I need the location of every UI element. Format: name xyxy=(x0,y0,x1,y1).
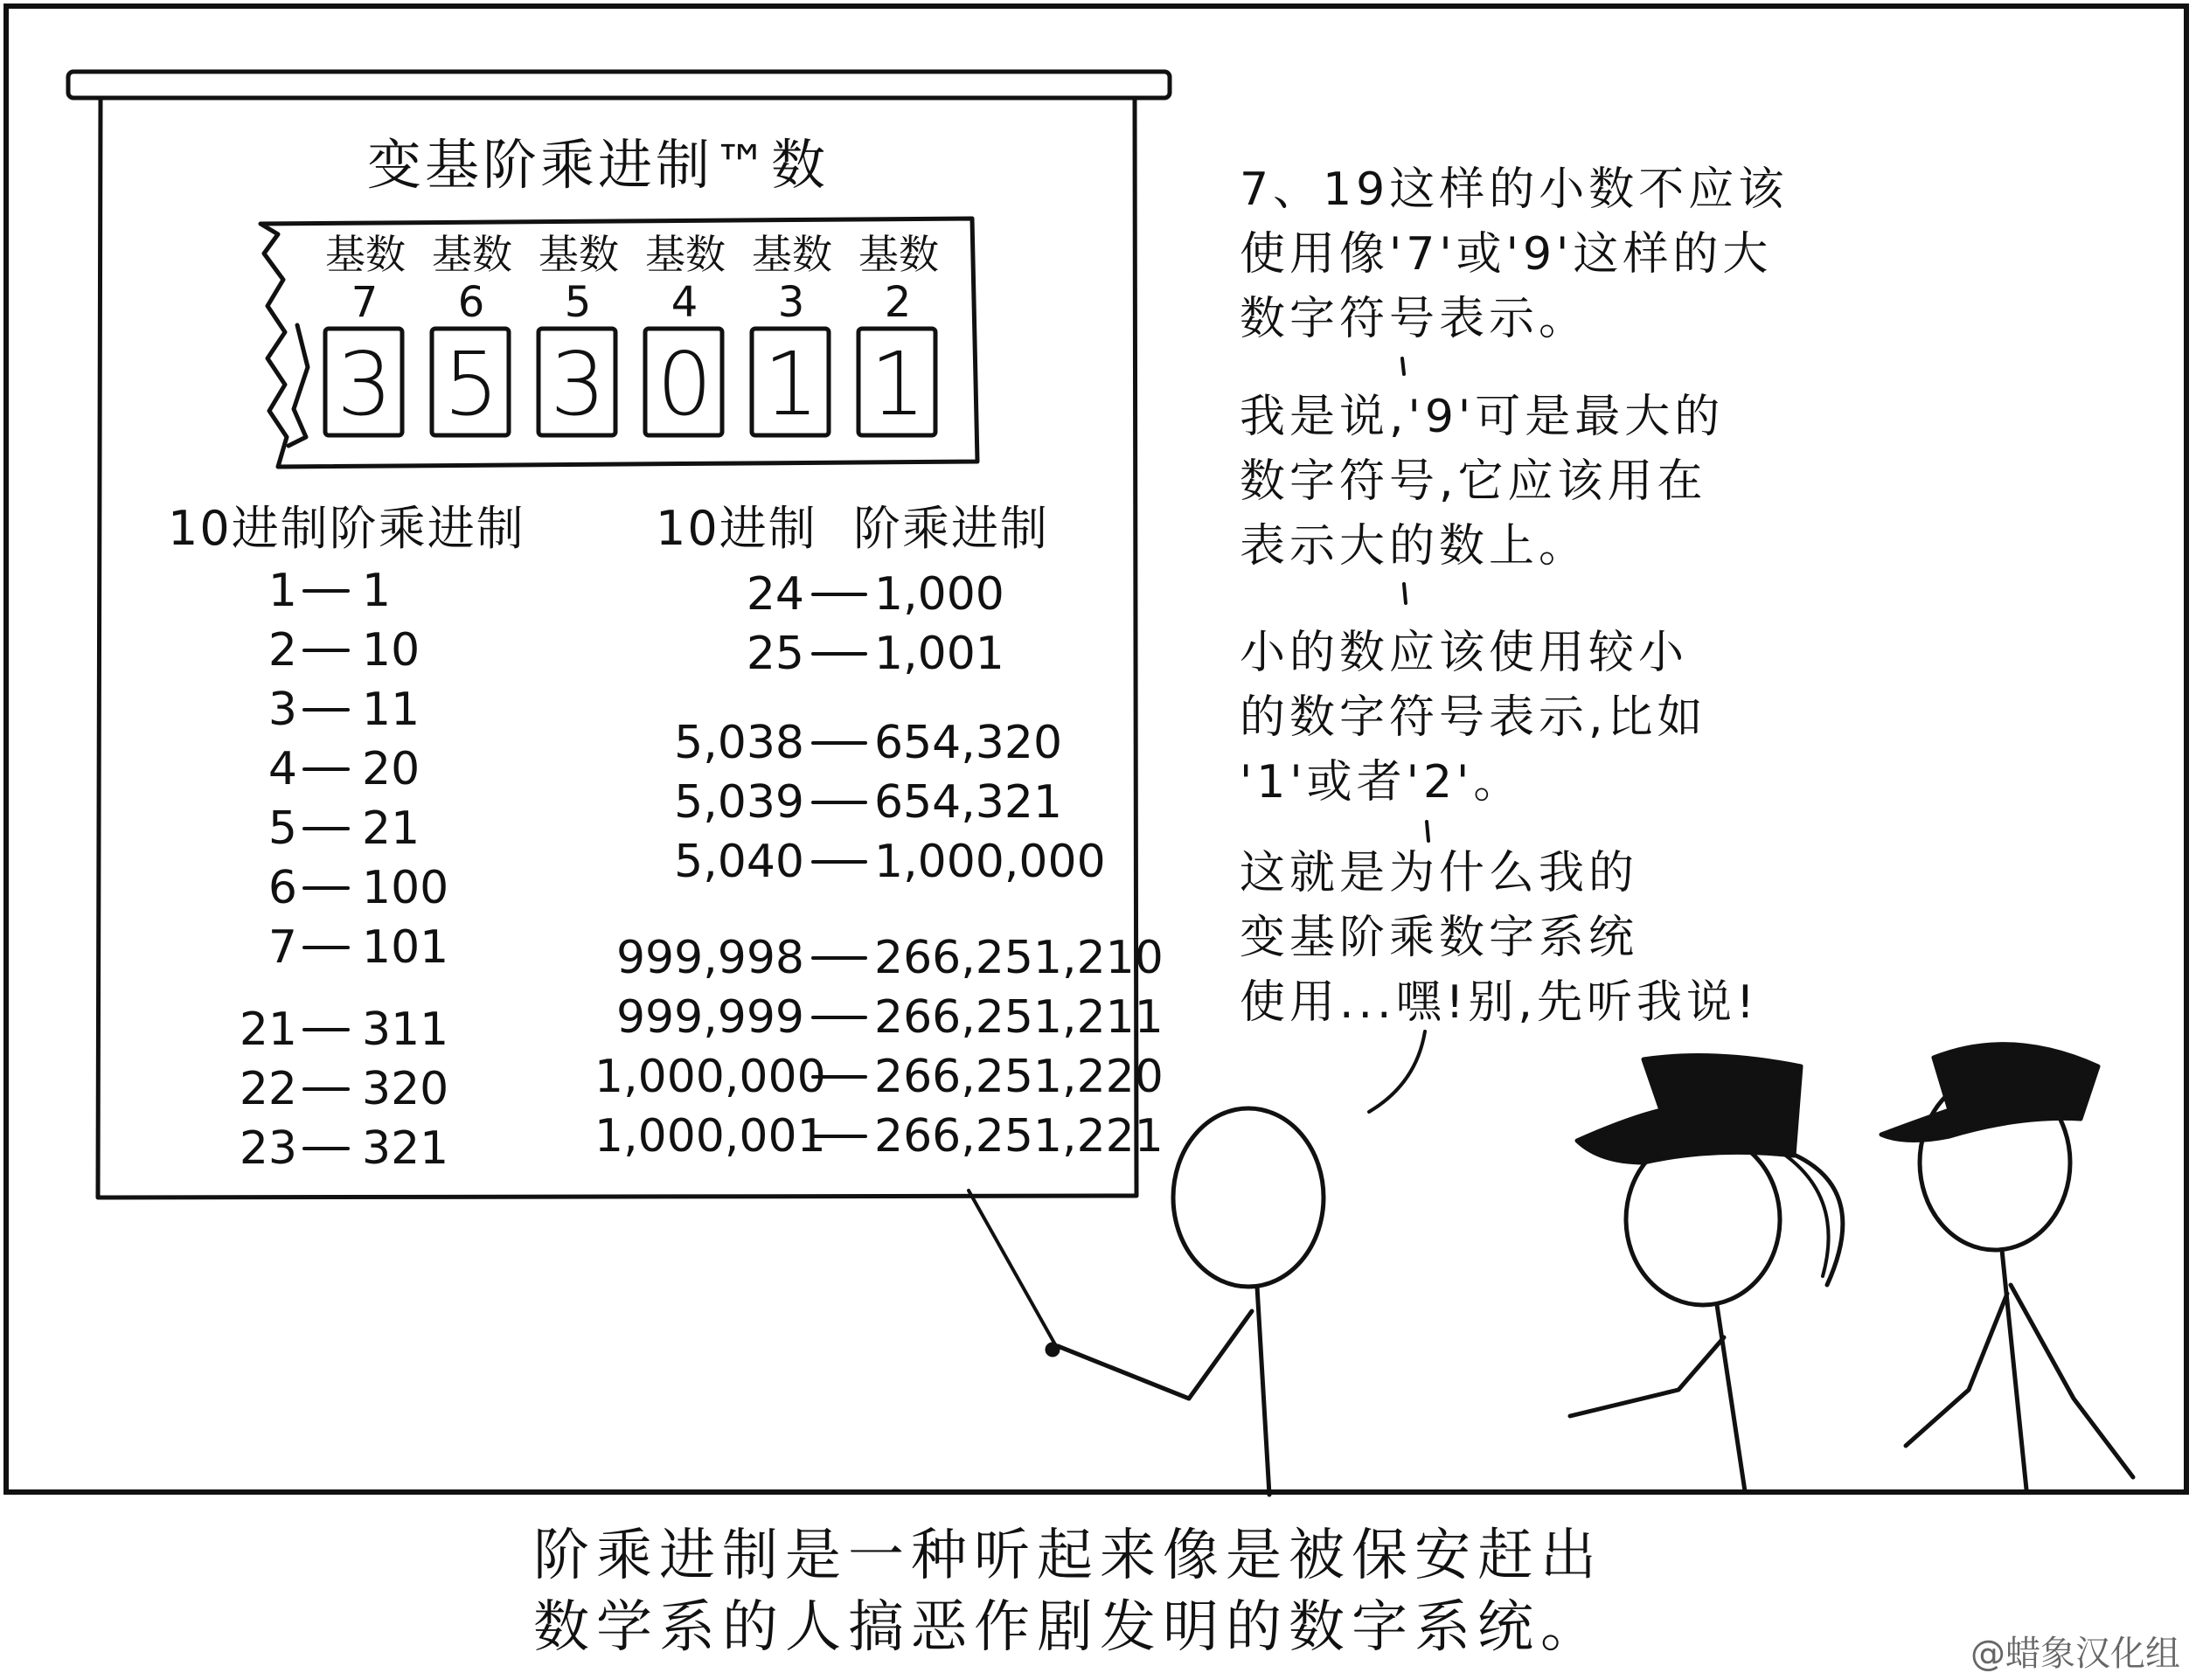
table-factorial: 10 xyxy=(362,624,420,677)
base-label: 基数 xyxy=(432,231,512,278)
left-table-header: 10进制阶乘进制 xyxy=(168,501,525,556)
table-factorial: 654,320 xyxy=(874,717,1063,769)
table-factorial: 1,000 xyxy=(874,568,1004,621)
speech-text: 我是说,'9'可是最大的 数字符号,它应该用在 表示大的数上。 xyxy=(1240,391,1725,573)
table-factorial: 266,251,220 xyxy=(874,1051,1164,1103)
base-number: 6 xyxy=(457,278,485,327)
right-table-header-factorial: 阶乘进制 xyxy=(853,501,1049,556)
table-decimal: 2 xyxy=(268,624,297,677)
table-factorial: 21 xyxy=(362,802,420,855)
translator-credit: @蜡象汉化组 xyxy=(1970,1634,2180,1674)
table-factorial: 266,251,210 xyxy=(874,932,1164,984)
base-label: 基数 xyxy=(858,231,939,278)
base-number: 2 xyxy=(884,278,912,327)
table-decimal: 5,040 xyxy=(674,836,804,888)
table-decimal: 5,038 xyxy=(674,717,804,769)
base-number: 5 xyxy=(564,278,592,327)
table-decimal: 5 xyxy=(268,802,297,855)
right-table-header-decimal: 10进制 xyxy=(656,501,817,556)
caption-line: 阶乘进制是一种听起来像是被保安赶出 xyxy=(533,1524,1603,1588)
base-number: 3 xyxy=(777,278,805,327)
guard-figure-right xyxy=(1881,1045,2133,1489)
table-decimal: 5,039 xyxy=(674,776,804,829)
table-decimal: 24 xyxy=(746,568,804,621)
base-label: 基数 xyxy=(539,231,619,278)
table-decimal: 21 xyxy=(239,1003,297,1056)
table-factorial: 1 xyxy=(362,565,392,617)
base-label: 基数 xyxy=(325,231,406,278)
table-decimal: 1,000,000 xyxy=(594,1051,826,1103)
table-decimal: 7 xyxy=(268,921,297,974)
factorial-digit: 5 xyxy=(443,333,499,435)
table-factorial: 320 xyxy=(362,1063,449,1115)
factorial-digit: 3 xyxy=(337,333,393,435)
strip-torn-edge xyxy=(288,325,308,446)
board-rail xyxy=(68,72,1170,98)
speech-text: 小的数应该使用较小 的数字符号表示,比如 '1'或者'2'。 xyxy=(1240,627,1707,809)
base-number: 4 xyxy=(671,278,698,327)
guard-figure-left xyxy=(1570,1056,1843,1492)
table-factorial: 266,251,211 xyxy=(874,991,1164,1044)
table-decimal: 6 xyxy=(268,862,297,914)
speech-text: 这就是为什么我的 变基阶乘数字系统 使用...嘿!别,先听我说! xyxy=(1240,847,1759,1029)
table-decimal: 4 xyxy=(268,743,297,795)
table-decimal: 23 xyxy=(239,1122,297,1175)
factorial-digit: 3 xyxy=(550,333,606,435)
table-factorial: 321 xyxy=(362,1122,449,1175)
table-decimal: 999,999 xyxy=(615,991,804,1044)
table-factorial: 11 xyxy=(362,684,420,736)
table-factorial: 266,251,221 xyxy=(874,1110,1164,1163)
board-title: 变基阶乘进制™数 xyxy=(367,133,830,197)
table-factorial: 1,001 xyxy=(874,628,1004,680)
table-decimal: 1,000,001 xyxy=(594,1110,826,1163)
presenter-figure xyxy=(969,1108,1324,1495)
factorial-digit: 0 xyxy=(657,333,712,435)
speech-text: 7、19这样的小数不应该 使用像'7'或'9'这样的大 数字符号表示。 xyxy=(1240,163,1789,345)
table-factorial: 20 xyxy=(362,743,420,795)
caption-line: 数学系的人搞恶作剧发明的数字系统。 xyxy=(533,1595,1603,1660)
table-factorial: 654,321 xyxy=(874,776,1063,829)
factorial-digit: 1 xyxy=(870,333,926,435)
base-label: 基数 xyxy=(645,231,726,278)
table-decimal: 3 xyxy=(268,684,297,736)
table-factorial: 1,000,000 xyxy=(874,836,1106,888)
table-decimal: 25 xyxy=(746,628,804,680)
base-number: 7 xyxy=(351,278,379,327)
table-decimal: 22 xyxy=(239,1063,297,1115)
base-label: 基数 xyxy=(752,231,832,278)
table-factorial: 311 xyxy=(362,1003,449,1056)
table-decimal: 1 xyxy=(268,565,297,617)
table-decimal: 999,998 xyxy=(615,932,804,984)
table-factorial: 100 xyxy=(362,862,449,914)
table-factorial: 101 xyxy=(362,921,449,974)
factorial-digit: 1 xyxy=(763,333,819,435)
